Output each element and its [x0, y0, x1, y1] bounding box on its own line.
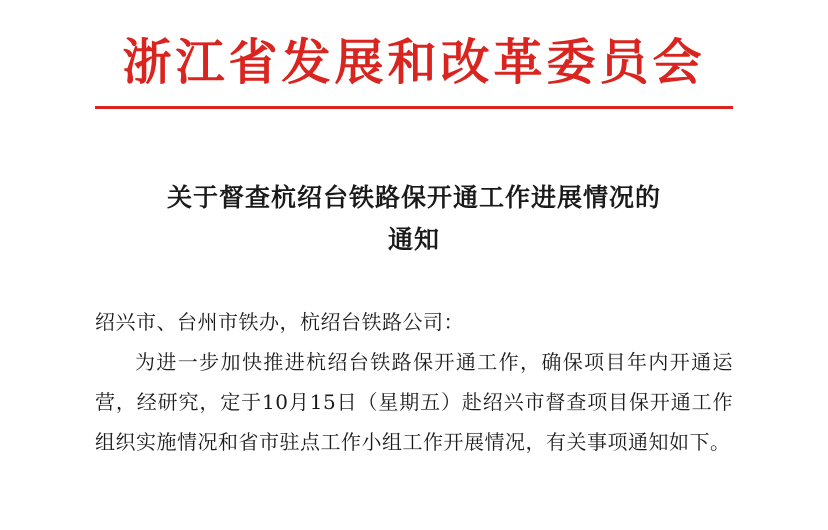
body-paragraph-1: 为进一步加快推进杭绍台铁路保开通工作，确保项目年内开通运营，经研究，定于10月15日（星期五）赴绍兴市督查项目保开通工作组织实施情况和省市驻点工作小组工作开展情况，有关事项通知如下。: [95, 349, 733, 454]
document-masthead: [95, 0, 733, 109]
document-title: [95, 177, 733, 260]
issuing-organization-title: 浙江省发展和改革委员会: [122, 33, 706, 91]
document-title-line-2: 通知: [387, 224, 440, 254]
masthead-red-rule: [95, 106, 733, 109]
document-title-line-1: 关于督查杭绍台铁路保开通工作进展情况的: [166, 183, 661, 213]
salutation-line: 绍兴市、台州市铁办，杭绍台铁路公司：: [95, 309, 464, 334]
document-body: [95, 302, 733, 462]
